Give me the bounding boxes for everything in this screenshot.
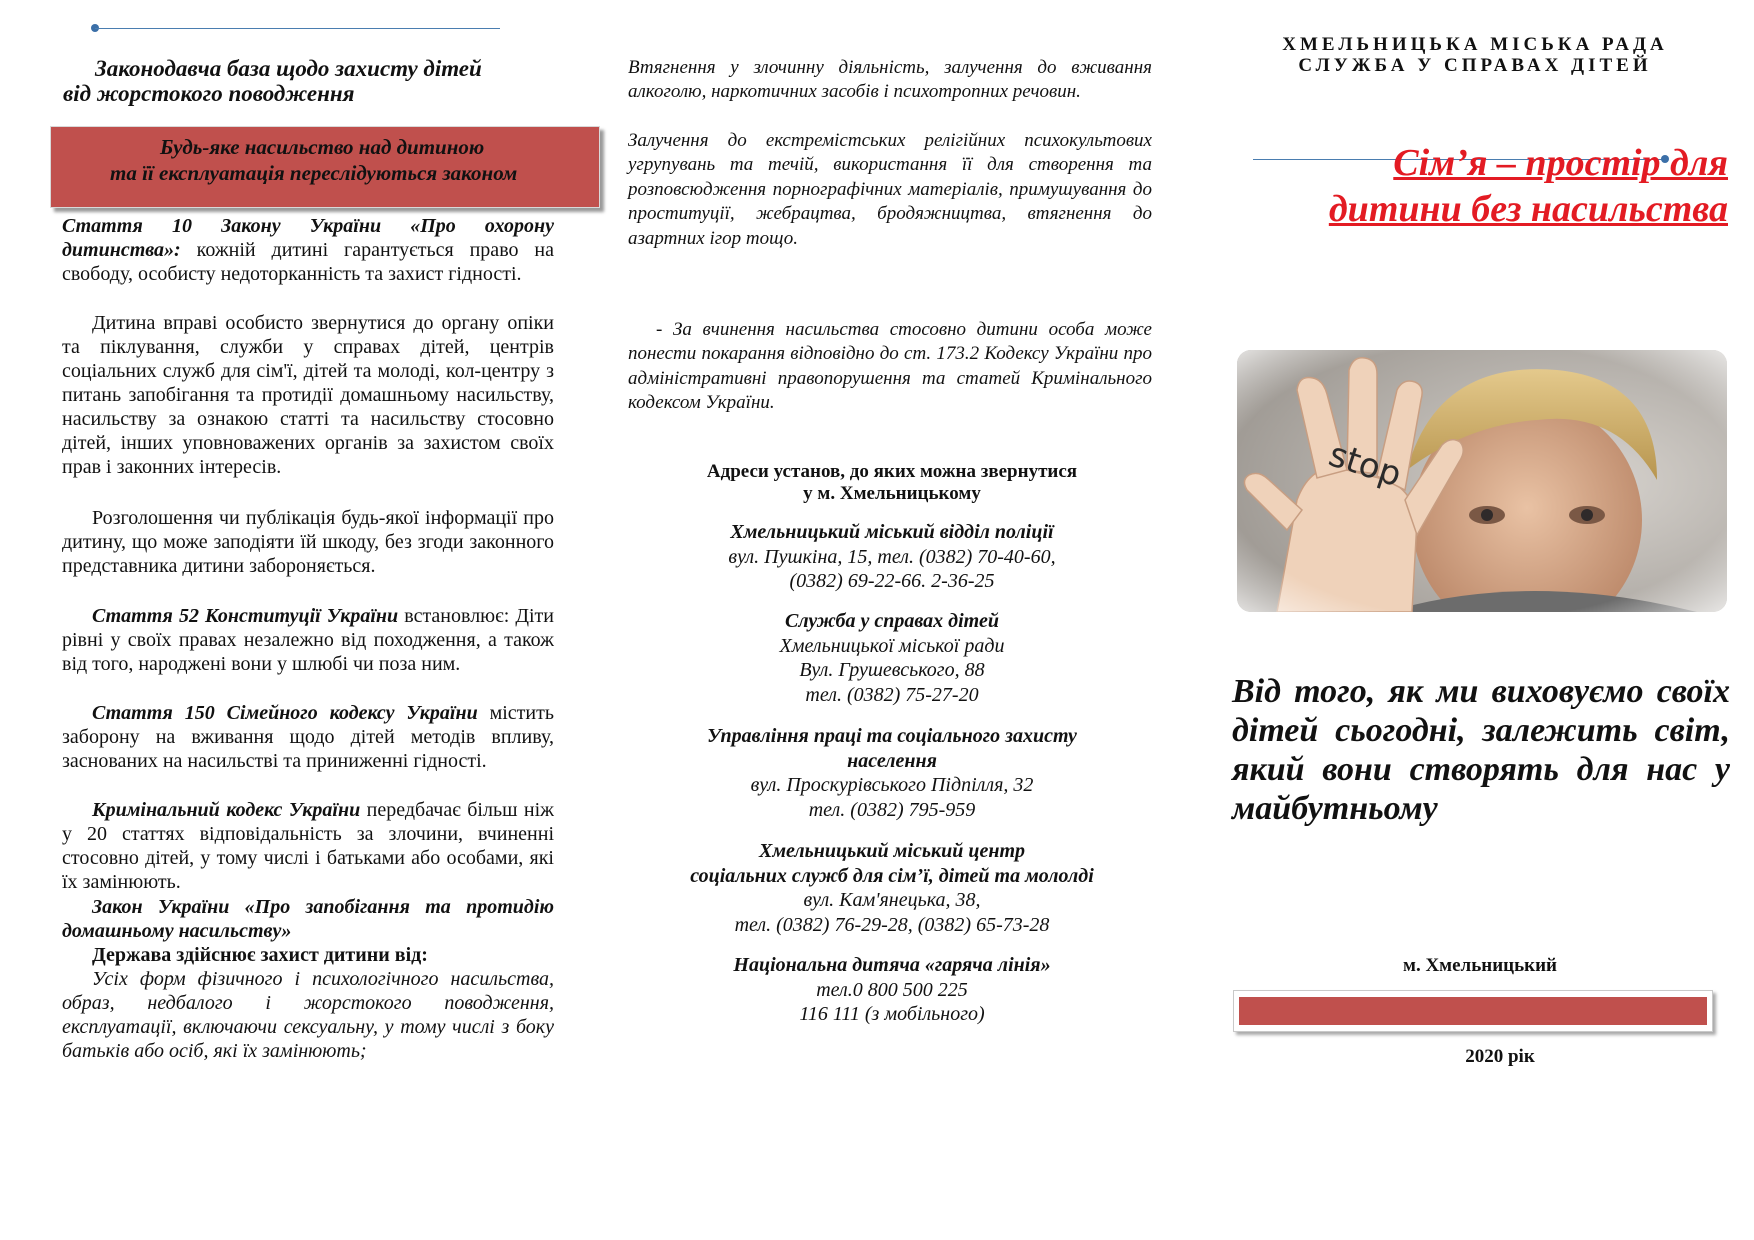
city-name: м. Хмельницький <box>1403 955 1557 976</box>
protection-item-1: Усіх форм фізичного і психологічного насильства, образ, недбалого і жорстокого поводження, експлуатації, включаючи сексуальну, у тому числі з боку батьків або осіб, які їх замінюють; <box>62 968 554 1062</box>
address-social-center: Хмельницький міський центр соціальних служб для сім’ї, дітей та мололді вул. Кам'янецька, 38, тел. (0382) 76-29-28, (0382) 65-73-28 <box>690 840 1094 936</box>
criminal-code-text: передбачає більш ніж у 20 статтях відповідальність за злочини, вчиненні стосовно дітей, у тому числі і батьками або особами, які їх замінюють. <box>62 799 554 893</box>
decorative-bar <box>1233 990 1713 1032</box>
criminal-code-heading: Кримінальний кодекс України <box>92 799 361 821</box>
article-10-heading: Стаття 10 Закону України «Про охорону дитинства»: <box>62 215 554 261</box>
article-150-heading: Стаття 150 Сімейного кодексу України <box>92 702 478 724</box>
address-child-service: Служба у справах дітей Хмельницької міської ради Вул. Грушевського, 88 тел. (0382) 75-27-20 <box>779 610 1005 706</box>
parenting-quote: Від того, як ми виховуємо своїх дітей сьогодні, залежить світ, який вони створять для нас у майбутньому <box>1232 673 1730 827</box>
address-police: Хмельницький міський відділ поліції вул. Пушкіна, 15, тел. (0382) 70-40-60, (0382) 69-22-66. 2-36-25 <box>728 521 1056 592</box>
article-10-text: кожній дитині гарантується право на свободу, особисту недоторканність та захист гідності. <box>62 239 554 285</box>
address-hotline: Національна дитяча «гаряча лінія» тел.0 800 500 225 116 111 (з мобільного) <box>733 954 1051 1025</box>
disclosure-paragraph: Розголошення чи публікація будь-якої інформації про дитину, що може заподіяти їй шкоду, без згоди законного представника дитини забороняється. <box>62 507 554 577</box>
council-header: ХМЕЛЬНИЦЬКА МІСЬКА РАДА СЛУЖБА У СПРАВАХ ДІТЕЙ <box>1282 34 1668 76</box>
domestic-violence-law: Закон України «Про запобігання та протидію домашньому насильству» <box>62 896 554 942</box>
protection-item-2: Втягнення у злочинну діяльність, залучення до вживання алкоголю, наркотичних засобів і психотропних речовин. <box>628 57 1152 103</box>
legal-base-title: Законодавча база щодо захисту дітей від жорстокого поводження <box>63 56 482 106</box>
protection-item-3: Залучення до екстремістських релігійних психокультових угрупувань та течій, використання її для створення та розповсюдження порнографічних матеріалів, примушування до проституції, жебрацтва, бродяжництва, втягнення до азартних ігор тощо. <box>628 130 1152 249</box>
address-social-protection: Управління праці та соціального захисту населення вул. Проскурівського Підпілля, 32 тел. (0382) 795-959 <box>707 725 1077 821</box>
liability-paragraph: - За вчинення насильства стосовно дитини особа може понести покарання відповідно до ст. 173.2 Кодексу України про адміністративні правопорушення та статей Кримінального кодексом України. <box>628 319 1152 414</box>
article-52-text: встановлює: Діти рівні у своїх правах незалежно від походження, а також від того, народжені вони у шлюбі чи поза ним. <box>62 605 555 675</box>
appeal-paragraph: Дитина вправі особисто звернутися до органу опіки та піклування, служби у справах дітей, центрів соціальних служб для сім'ї, дітей та молоді, кол-центру з питань запобігання та протидії домашньому насильству, насильству за ознакою статті та насильству стосовно дітей, інших уповноважених органів за захистом своїх прав і законних інтересів. <box>62 312 554 478</box>
article-52-heading: Стаття 52 Конституції України <box>92 605 399 627</box>
top-rule <box>95 28 500 29</box>
stop-hand-photo <box>1237 350 1727 612</box>
addresses-heading: Адреси установ, до яких можна звернутися у м. Хмельницькому <box>706 461 1078 504</box>
slogan: Сім’я – простір для дитини без насильства <box>1328 142 1728 230</box>
article-10 <box>62 214 554 286</box>
article-150 <box>62 701 554 773</box>
state-protects-heading: Держава здійснює захист дитини від: <box>92 944 428 966</box>
criminal-code <box>62 798 554 894</box>
year: 2020 рік <box>1465 1046 1535 1067</box>
article-150-text: містить заборону на вживання щодо дітей методів впливу, заснованих на насильстві та приниженні гідності. <box>62 702 554 772</box>
article-52 <box>62 604 554 676</box>
